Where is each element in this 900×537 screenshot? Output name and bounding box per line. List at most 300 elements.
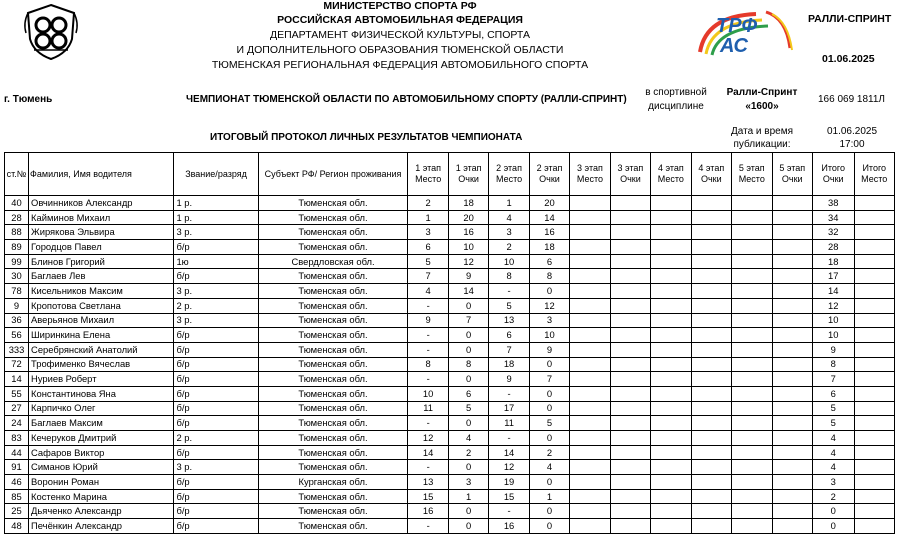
total-place-cell xyxy=(854,431,895,446)
stage5-points-cell xyxy=(772,475,812,490)
stage2-points-cell: 3 xyxy=(529,313,569,328)
stage2-place-cell: 5 xyxy=(489,298,529,313)
results-table-header xyxy=(5,153,895,196)
col-stage2-place-header: 2 этап Место xyxy=(489,153,529,196)
stage2-place-cell: 8 xyxy=(489,269,529,284)
driver-name-cell: Аверьянов Михаил xyxy=(29,313,174,328)
stage4-points-cell xyxy=(691,489,731,504)
start-number-cell: 55 xyxy=(5,386,29,401)
stage1-points-cell: 0 xyxy=(448,504,488,519)
stage1-points-cell: 6 xyxy=(448,386,488,401)
col-stage3-place-header: 3 этап Место xyxy=(570,153,610,196)
results-table xyxy=(4,152,895,534)
stage3-points-cell xyxy=(610,225,650,240)
stage1-points-cell: 8 xyxy=(448,357,488,372)
rank-cell: б/р xyxy=(174,372,258,387)
stage2-place-cell: 9 xyxy=(489,372,529,387)
driver-name-cell: Кропотова Светлана xyxy=(29,298,174,313)
col-stage5-place-header: 5 этап Место xyxy=(732,153,772,196)
start-number-cell: 40 xyxy=(5,196,29,211)
rank-cell: б/р xyxy=(174,386,258,401)
stage1-place-cell: - xyxy=(408,460,448,475)
stage3-place-cell xyxy=(570,225,610,240)
stage3-place-cell xyxy=(570,504,610,519)
total-place-cell xyxy=(854,196,895,211)
stage5-points-cell xyxy=(772,519,812,534)
driver-name-cell: Жирякова Эльвира xyxy=(29,225,174,240)
stage5-points-cell xyxy=(772,240,812,255)
stage4-points-cell xyxy=(691,313,731,328)
stage3-points-cell xyxy=(610,328,650,343)
stage3-place-cell xyxy=(570,254,610,269)
total-points-cell: 38 xyxy=(812,196,854,211)
start-number-cell: 44 xyxy=(5,445,29,460)
stage3-points-cell xyxy=(610,504,650,519)
col-stage4-place-header: 4 этап Место xyxy=(651,153,691,196)
total-place-cell xyxy=(854,489,895,504)
driver-name-cell: Баглаев Максим xyxy=(29,416,174,431)
total-place-cell xyxy=(854,357,895,372)
stage5-place-cell xyxy=(732,269,772,284)
driver-name-cell: Баглаев Лев xyxy=(29,269,174,284)
start-number-cell: 333 xyxy=(5,342,29,357)
stage4-place-cell xyxy=(651,284,691,299)
driver-name-cell: Кечеруков Дмитрий xyxy=(29,431,174,446)
region-cell: Тюменская обл. xyxy=(258,342,408,357)
total-place-cell xyxy=(854,328,895,343)
stage4-points-cell xyxy=(691,372,731,387)
stage2-place-cell: - xyxy=(489,431,529,446)
stage5-points-cell xyxy=(772,401,812,416)
stage4-place-cell xyxy=(651,386,691,401)
stage4-place-cell xyxy=(651,240,691,255)
raf-emblem-logo xyxy=(22,3,80,61)
stage3-place-cell xyxy=(570,357,610,372)
region-cell: Тюменская обл. xyxy=(258,210,408,225)
stage3-points-cell xyxy=(610,313,650,328)
stage2-points-cell: 0 xyxy=(529,401,569,416)
start-number-cell: 30 xyxy=(5,269,29,284)
table-row xyxy=(5,460,895,475)
table-row xyxy=(5,519,895,534)
region-cell: Тюменская обл. xyxy=(258,313,408,328)
col-stage4-points-header: 4 этап Очки xyxy=(691,153,731,196)
stage5-points-cell xyxy=(772,210,812,225)
stage2-points-cell: 5 xyxy=(529,416,569,431)
stage3-points-cell xyxy=(610,372,650,387)
region-cell: Тюменская обл. xyxy=(258,328,408,343)
total-points-cell: 10 xyxy=(812,328,854,343)
stage4-place-cell xyxy=(651,225,691,240)
total-points-cell: 8 xyxy=(812,357,854,372)
stage3-place-cell xyxy=(570,431,610,446)
stage5-place-cell xyxy=(732,460,772,475)
stage1-place-cell: 3 xyxy=(408,225,448,240)
stage3-points-cell xyxy=(610,254,650,269)
stage4-points-cell xyxy=(691,431,731,446)
table-row xyxy=(5,298,895,313)
stage3-place-cell xyxy=(570,210,610,225)
stage5-points-cell xyxy=(772,372,812,387)
publication-label-2: публикации: xyxy=(733,139,791,150)
stage2-points-cell: 1 xyxy=(529,489,569,504)
stage2-points-cell: 0 xyxy=(529,357,569,372)
stage4-place-cell xyxy=(651,254,691,269)
stage1-points-cell: 0 xyxy=(448,342,488,357)
trfas-logo-text-bottom: АС xyxy=(720,35,748,56)
driver-name-cell: Константинова Яна xyxy=(29,386,174,401)
start-number-cell: 99 xyxy=(5,254,29,269)
total-points-cell: 4 xyxy=(812,431,854,446)
stage4-points-cell xyxy=(691,225,731,240)
stage2-place-cell: 18 xyxy=(489,357,529,372)
stage4-points-cell xyxy=(691,386,731,401)
stage1-place-cell: 7 xyxy=(408,269,448,284)
table-row xyxy=(5,196,895,211)
ministry-title: МИНИСТЕРСТВО СПОРТА РФ xyxy=(323,0,477,12)
start-number-cell: 83 xyxy=(5,431,29,446)
stage1-points-cell: 0 xyxy=(448,416,488,431)
discipline-label xyxy=(636,86,716,114)
col-stage2-points-header: 2 этап Очки xyxy=(529,153,569,196)
stage4-place-cell xyxy=(651,519,691,534)
stage3-place-cell xyxy=(570,240,610,255)
stage5-points-cell xyxy=(772,342,812,357)
stage2-place-cell: - xyxy=(489,386,529,401)
stage1-place-cell: - xyxy=(408,519,448,534)
rank-cell: б/р xyxy=(174,416,258,431)
rank-cell: б/р xyxy=(174,504,258,519)
publication-date: 01.06.2025 xyxy=(826,126,878,137)
stage1-place-cell: - xyxy=(408,342,448,357)
stage2-points-cell: 0 xyxy=(529,386,569,401)
driver-name-cell: Серебрянский Анатолий xyxy=(29,342,174,357)
region-cell: Тюменская обл. xyxy=(258,519,408,534)
stage5-place-cell xyxy=(732,386,772,401)
stage4-points-cell xyxy=(691,357,731,372)
stage1-points-cell: 0 xyxy=(448,298,488,313)
stage2-place-cell: 11 xyxy=(489,416,529,431)
stage5-points-cell xyxy=(772,254,812,269)
stage5-place-cell xyxy=(732,401,772,416)
stage2-points-cell: 0 xyxy=(529,284,569,299)
stage5-points-cell xyxy=(772,269,812,284)
region-cell: Тюменская обл. xyxy=(258,504,408,519)
discipline-name-2: «1600» xyxy=(745,101,779,112)
rank-cell: 3 р. xyxy=(174,225,258,240)
stage2-points-cell: 7 xyxy=(529,372,569,387)
total-points-cell: 4 xyxy=(812,445,854,460)
start-number-cell: 24 xyxy=(5,416,29,431)
total-place-cell xyxy=(854,254,895,269)
stage1-points-cell: 20 xyxy=(448,210,488,225)
total-points-cell: 3 xyxy=(812,475,854,490)
trfas-logo xyxy=(696,8,794,56)
stage4-place-cell xyxy=(651,357,691,372)
driver-name-cell: Городцов Павел xyxy=(29,240,174,255)
stage5-place-cell xyxy=(732,240,772,255)
stage2-place-cell: 3 xyxy=(489,225,529,240)
stage1-place-cell: 9 xyxy=(408,313,448,328)
total-place-cell xyxy=(854,284,895,299)
stage4-points-cell xyxy=(691,328,731,343)
stage4-points-cell xyxy=(691,475,731,490)
col-total-points-header: Итого Очки xyxy=(812,153,854,196)
region-cell: Тюменская обл. xyxy=(258,357,408,372)
stage3-points-cell xyxy=(610,460,650,475)
discipline-label-1: в спортивной xyxy=(645,87,707,98)
stage3-place-cell xyxy=(570,519,610,534)
start-number-cell: 89 xyxy=(5,240,29,255)
stage1-place-cell: 13 xyxy=(408,475,448,490)
publication-datetime xyxy=(808,125,896,151)
table-row xyxy=(5,386,895,401)
stage2-points-cell: 0 xyxy=(529,504,569,519)
driver-name-cell: Кайминов Михаил xyxy=(29,210,174,225)
stage1-place-cell: 6 xyxy=(408,240,448,255)
stage4-place-cell xyxy=(651,401,691,416)
stage5-place-cell xyxy=(732,210,772,225)
total-place-cell xyxy=(854,240,895,255)
stage3-place-cell xyxy=(570,313,610,328)
col-rank-header: Звание/разряд xyxy=(174,153,258,196)
stage2-place-cell: 6 xyxy=(489,328,529,343)
total-points-cell: 14 xyxy=(812,284,854,299)
col-driver-name-header: Фамилия, Имя водителя xyxy=(29,153,174,196)
region-cell: Тюменская обл. xyxy=(258,284,408,299)
stage2-points-cell: 9 xyxy=(529,342,569,357)
event-date: 01.06.2025 xyxy=(822,53,875,65)
total-points-cell: 6 xyxy=(812,386,854,401)
total-place-cell xyxy=(854,269,895,284)
stage3-points-cell xyxy=(610,416,650,431)
total-points-cell: 12 xyxy=(812,298,854,313)
rank-cell: б/р xyxy=(174,269,258,284)
department-line-1: ДЕПАРТАМЕНТ ФИЗИЧЕСКОЙ КУЛЬТУРЫ, СПОРТА xyxy=(270,29,530,41)
table-row xyxy=(5,284,895,299)
rank-cell: б/р xyxy=(174,489,258,504)
total-points-cell: 5 xyxy=(812,416,854,431)
stage2-place-cell: 16 xyxy=(489,519,529,534)
driver-name-cell: Ширинкина Елена xyxy=(29,328,174,343)
stage2-place-cell: 17 xyxy=(489,401,529,416)
stage2-place-cell: - xyxy=(489,504,529,519)
stage2-points-cell: 0 xyxy=(529,431,569,446)
total-place-cell xyxy=(854,342,895,357)
stage2-points-cell: 16 xyxy=(529,225,569,240)
federation-title: РОССИЙСКАЯ АВТОМОБИЛЬНАЯ ФЕДЕРАЦИЯ xyxy=(277,14,523,26)
driver-name-cell: Нуриев Роберт xyxy=(29,372,174,387)
stage5-place-cell xyxy=(732,284,772,299)
stage3-points-cell xyxy=(610,210,650,225)
stage3-points-cell xyxy=(610,284,650,299)
stage5-points-cell xyxy=(772,445,812,460)
stage5-points-cell xyxy=(772,489,812,504)
event-code: 166 069 1811Л xyxy=(818,94,885,105)
table-row xyxy=(5,225,895,240)
stage3-points-cell xyxy=(610,431,650,446)
stage4-points-cell xyxy=(691,298,731,313)
stage1-points-cell: 0 xyxy=(448,372,488,387)
start-number-cell: 78 xyxy=(5,284,29,299)
start-number-cell: 46 xyxy=(5,475,29,490)
stage4-points-cell xyxy=(691,416,731,431)
total-place-cell xyxy=(854,445,895,460)
stage2-place-cell: 4 xyxy=(489,210,529,225)
trfas-logo-text-top: ТРФ xyxy=(716,15,758,37)
stage2-place-cell: 2 xyxy=(489,240,529,255)
stage1-points-cell: 12 xyxy=(448,254,488,269)
stage3-points-cell xyxy=(610,240,650,255)
stage1-place-cell: 14 xyxy=(408,445,448,460)
driver-name-cell: Печёнкин Александр xyxy=(29,519,174,534)
stage5-points-cell xyxy=(772,386,812,401)
stage4-points-cell xyxy=(691,269,731,284)
city: г. Тюмень xyxy=(4,94,53,105)
start-number-cell: 48 xyxy=(5,519,29,534)
total-place-cell xyxy=(854,401,895,416)
total-place-cell xyxy=(854,416,895,431)
col-start-number-header: ст.№ xyxy=(5,153,29,196)
stage3-place-cell xyxy=(570,401,610,416)
stage4-points-cell xyxy=(691,342,731,357)
stage2-place-cell: - xyxy=(489,284,529,299)
stage1-points-cell: 5 xyxy=(448,401,488,416)
total-points-cell: 9 xyxy=(812,342,854,357)
table-row xyxy=(5,357,895,372)
stage3-place-cell xyxy=(570,445,610,460)
stage3-place-cell xyxy=(570,475,610,490)
stage2-points-cell: 4 xyxy=(529,460,569,475)
publication-label-1: Дата и время xyxy=(730,126,793,137)
stage5-points-cell xyxy=(772,328,812,343)
stage3-points-cell xyxy=(610,386,650,401)
stage4-place-cell xyxy=(651,489,691,504)
start-number-cell: 28 xyxy=(5,210,29,225)
stage3-place-cell xyxy=(570,196,610,211)
region-cell: Тюменская обл. xyxy=(258,269,408,284)
total-place-cell xyxy=(854,298,895,313)
col-total-place-header: Итого Место xyxy=(854,153,895,196)
stage5-place-cell xyxy=(732,357,772,372)
total-place-cell xyxy=(854,504,895,519)
region-cell: Тюменская обл. xyxy=(258,401,408,416)
region-cell: Тюменская обл. xyxy=(258,460,408,475)
stage2-place-cell: 1 xyxy=(489,196,529,211)
col-stage5-points-header: 5 этап Очки xyxy=(772,153,812,196)
stage4-place-cell xyxy=(651,431,691,446)
region-cell: Тюменская обл. xyxy=(258,225,408,240)
stage3-place-cell xyxy=(570,269,610,284)
rank-cell: б/р xyxy=(174,475,258,490)
stage4-place-cell xyxy=(651,269,691,284)
stage4-place-cell xyxy=(651,460,691,475)
stage1-points-cell: 14 xyxy=(448,284,488,299)
stage1-points-cell: 1 xyxy=(448,489,488,504)
stage2-place-cell: 13 xyxy=(489,313,529,328)
col-stage3-points-header: 3 этап Очки xyxy=(610,153,650,196)
table-row xyxy=(5,372,895,387)
discipline-label-2: дисциплине xyxy=(648,101,704,112)
total-place-cell xyxy=(854,475,895,490)
total-place-cell xyxy=(854,313,895,328)
event-type: РАЛЛИ-СПРИНТ xyxy=(808,13,892,25)
stage3-points-cell xyxy=(610,475,650,490)
stage5-points-cell xyxy=(772,357,812,372)
region-cell: Тюменская обл. xyxy=(258,489,408,504)
stage1-points-cell: 2 xyxy=(448,445,488,460)
rank-cell: б/р xyxy=(174,445,258,460)
stage3-place-cell xyxy=(570,416,610,431)
rank-cell: б/р xyxy=(174,240,258,255)
discipline-name-1: Ралли-Спринт xyxy=(726,87,798,98)
rank-cell: 3 р. xyxy=(174,284,258,299)
stage4-points-cell xyxy=(691,196,731,211)
results-table-body xyxy=(5,196,895,534)
stage5-place-cell xyxy=(732,298,772,313)
stage4-place-cell xyxy=(651,210,691,225)
discipline-name xyxy=(716,86,808,114)
department-line-2: И ДОПОЛНИТЕЛЬНОГО ОБРАЗОВАНИЯ ТЮМЕНСКОЙ ОБЛАСТИ xyxy=(236,44,564,56)
start-number-cell: 25 xyxy=(5,504,29,519)
rank-cell: 2 р. xyxy=(174,431,258,446)
stage2-points-cell: 18 xyxy=(529,240,569,255)
table-row xyxy=(5,504,895,519)
rank-cell: б/р xyxy=(174,357,258,372)
protocol-title: ИТОГОВЫЙ ПРОТОКОЛ ЛИЧНЫХ РЕЗУЛЬТАТОВ ЧЕМПИОНАТА xyxy=(210,132,523,143)
stage3-points-cell xyxy=(610,489,650,504)
stage5-place-cell xyxy=(732,342,772,357)
stage4-points-cell xyxy=(691,460,731,475)
start-number-cell: 14 xyxy=(5,372,29,387)
rank-cell: 1 р. xyxy=(174,196,258,211)
stage1-points-cell: 3 xyxy=(448,475,488,490)
stage3-points-cell xyxy=(610,401,650,416)
stage5-points-cell xyxy=(772,298,812,313)
stage5-place-cell xyxy=(732,372,772,387)
table-row xyxy=(5,416,895,431)
stage5-place-cell xyxy=(732,313,772,328)
total-place-cell xyxy=(854,519,895,534)
rank-cell: 3 р. xyxy=(174,460,258,475)
table-row xyxy=(5,431,895,446)
stage4-points-cell xyxy=(691,519,731,534)
rank-cell: 2 р. xyxy=(174,298,258,313)
stage1-points-cell: 4 xyxy=(448,431,488,446)
region-cell: Тюменская обл. xyxy=(258,416,408,431)
region-cell: Тюменская обл. xyxy=(258,196,408,211)
stage4-place-cell xyxy=(651,328,691,343)
stage2-points-cell: 12 xyxy=(529,298,569,313)
stage5-place-cell xyxy=(732,489,772,504)
rank-cell: б/р xyxy=(174,519,258,534)
publication-label xyxy=(716,125,808,151)
stage2-points-cell: 8 xyxy=(529,269,569,284)
region-cell: Тюменская обл. xyxy=(258,386,408,401)
stage1-points-cell: 0 xyxy=(448,328,488,343)
stage3-place-cell xyxy=(570,284,610,299)
stage1-place-cell: - xyxy=(408,372,448,387)
championship-title: ЧЕМПИОНАТ ТЮМЕНСКОЙ ОБЛАСТИ ПО АВТОМОБИЛЬНОМУ СПОРТУ (РАЛЛИ-СПРИНТ) xyxy=(186,94,627,105)
stage5-place-cell xyxy=(732,475,772,490)
total-points-cell: 2 xyxy=(812,489,854,504)
table-row xyxy=(5,210,895,225)
stage1-points-cell: 10 xyxy=(448,240,488,255)
stage1-place-cell: 12 xyxy=(408,431,448,446)
stage3-place-cell xyxy=(570,328,610,343)
stage1-points-cell: 18 xyxy=(448,196,488,211)
stage4-place-cell xyxy=(651,196,691,211)
